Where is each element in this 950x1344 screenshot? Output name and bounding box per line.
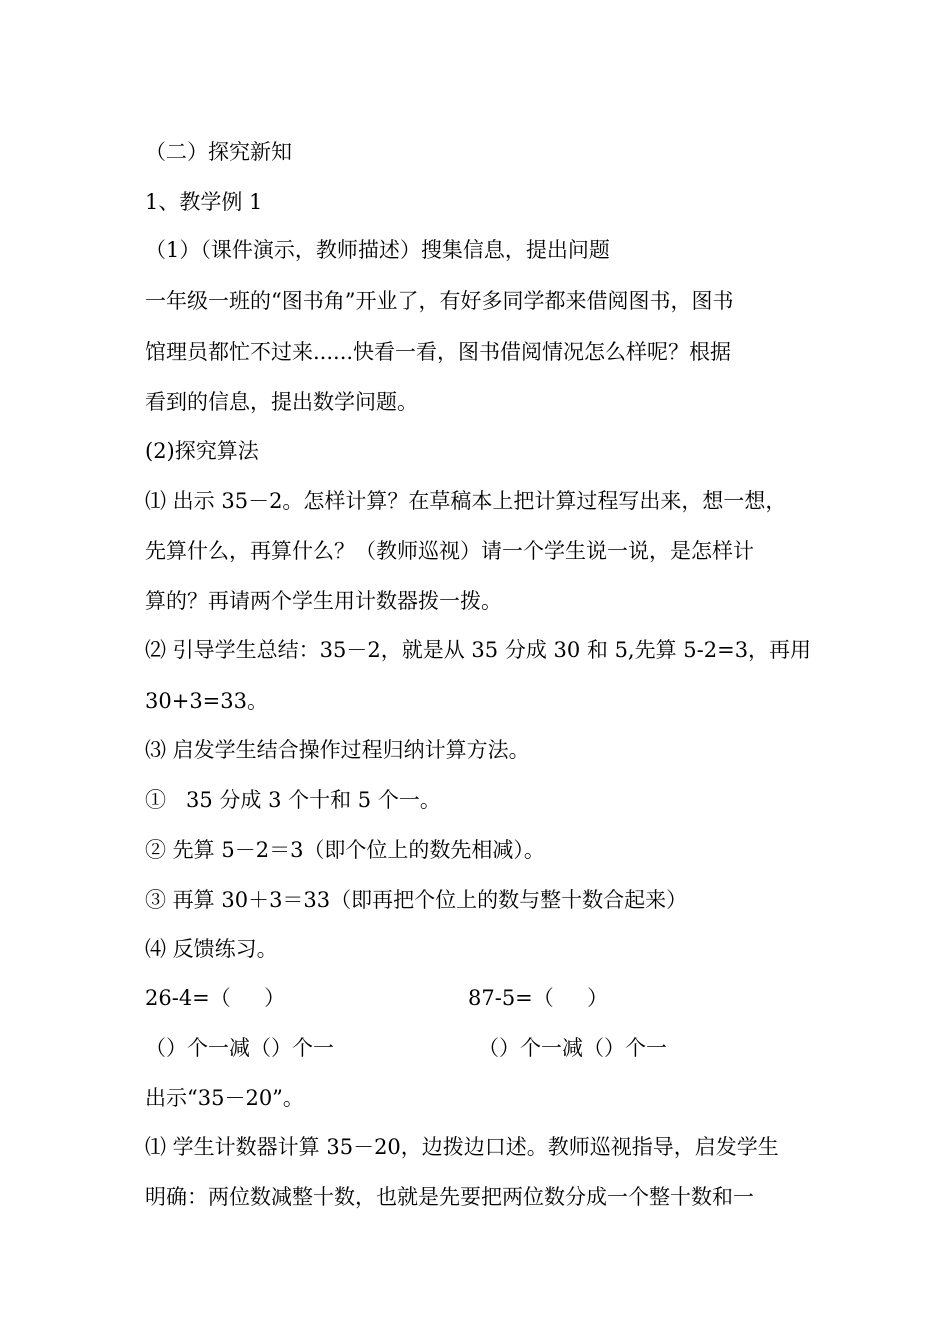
exercise-b-note: （）个一减（）个一: [478, 1036, 667, 1060]
paragraph-line: 先算什么，再算什么？（教师巡视）请一个学生说一说，是怎样计: [145, 539, 754, 563]
list-item: ③ 再算 30＋3＝33（即再把个位上的数与整十数合起来）: [145, 888, 688, 912]
paragraph-line: ⑵ 引导学生总结：35－2，就是从 35 分成 30 和 5,先算 5-2=3，再用: [145, 638, 812, 662]
paragraph-line: 明确：两位数减整十数，也就是先要把两位数分成一个整十数和一: [145, 1185, 754, 1209]
section-heading: （二）探究新知: [145, 140, 292, 164]
paragraph-line: ⑶ 启发学生结合操作过程归纳计算方法。: [145, 738, 530, 762]
paragraph-line: 一年级一班的“图书角”开业了，有好多同学都来借阅图书，图书: [145, 289, 734, 313]
paragraph-line: 算的？再请两个学生用计数器拨一拨。: [145, 589, 502, 613]
exercise-a: 26-4=（ ）: [145, 986, 286, 1010]
paragraph-line: 30+3=33。: [145, 689, 268, 713]
list-item: ② 先算 5－2＝3（即个位上的数先相减）。: [145, 838, 545, 862]
exercise-b: 87-5=（ ）: [468, 986, 609, 1010]
exercise-a-note: （）个一减（）个一: [145, 1036, 334, 1060]
paragraph-line: ⑴ 出示 35－2。怎样计算？在草稿本上把计算过程写出来，想一想，: [145, 489, 787, 513]
paragraph-line: ⑷ 反馈练习。: [145, 937, 278, 961]
paragraph-line: ⑴ 学生计数器计算 35－20，边拨边口述。教师巡视指导，启发学生: [145, 1135, 779, 1159]
list-item: ① 35 分成 3 个十和 5 个一。: [145, 788, 441, 812]
paragraph-line: 出示“35－20”。: [145, 1086, 304, 1110]
step-1-heading: （1）（课件演示，教师描述）搜集信息，提出问题: [145, 238, 610, 262]
paragraph-line: 馆理员都忙不过来......快看一看，图书借阅情况怎么样呢？根据: [145, 340, 732, 364]
example-heading: 1、教学例 1: [145, 190, 263, 214]
paragraph-line: 看到的信息，提出数学问题。: [145, 390, 418, 414]
step-2-heading: (2)探究算法: [145, 439, 259, 463]
